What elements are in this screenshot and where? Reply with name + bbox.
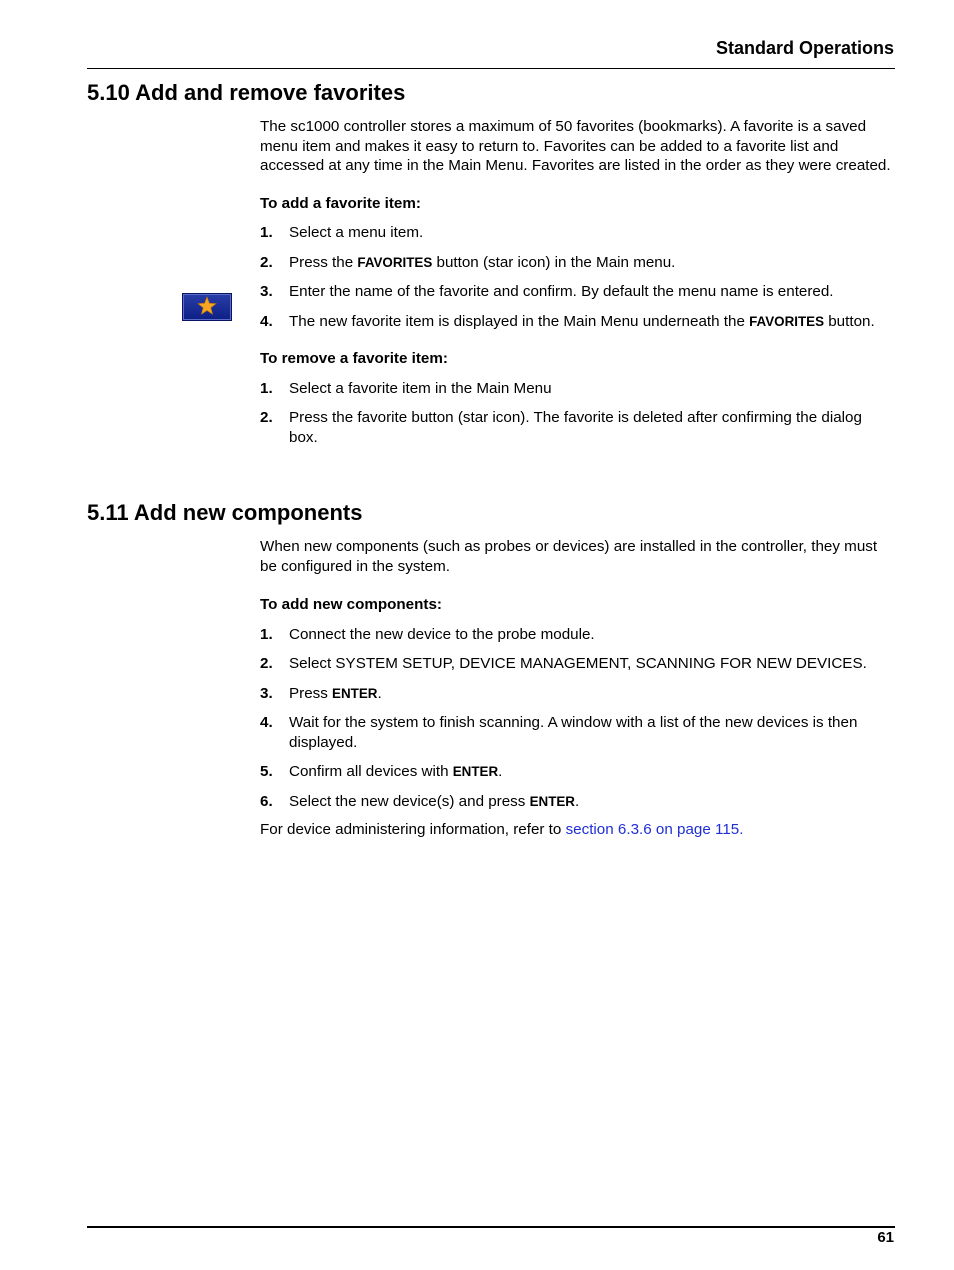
list-item: 5. Confirm all devices with ENTER.	[260, 763, 503, 780]
favorites-keyword: FAVORITES	[357, 254, 433, 270]
list-item: 4. Wait for the system to finish scanning. A window with a list of the new devices is then displayed.	[260, 714, 858, 751]
list-item: 2. Select SYSTEM SETUP, DEVICE MANAGEMENT, SCANNING FOR NEW DEVICES.	[260, 655, 867, 672]
section-5-11-body	[260, 537, 894, 840]
footer-rule	[87, 1226, 895, 1228]
enter-keyword: ENTER	[529, 793, 575, 809]
section-heading-5-10: 5.10 Add and remove favorites	[87, 80, 406, 105]
list-item: 1. Select a favorite item in the Main Menu	[260, 379, 552, 397]
page-number: 61	[877, 1229, 894, 1246]
section-heading-5-11: 5.11 Add new components	[87, 500, 363, 525]
favorites-star-icon	[182, 293, 232, 321]
add-favorite-subheading: To add a favorite item:	[260, 194, 421, 212]
list-item: 2. Press the FAVORITES button (star icon) in the Main menu.	[260, 253, 676, 271]
section-reference-link[interactable]: section 6.3.6 on page 115	[565, 821, 740, 838]
closing-paragraph: For device administering information, refer to section 6.3.6 on page 115.	[260, 821, 744, 838]
header-rule	[87, 68, 895, 69]
intro-paragraph: The sc1000 controller stores a maximum of 50 favorites (bookmarks). A favorite is a saved menu item and makes it easy to return to. Favorites can be added to a favorite list and accessed at any time in the Main Menu. Favorites are listed in the order as they were created.	[260, 118, 891, 174]
remove-favorite-subheading: To remove a favorite item:	[260, 350, 448, 367]
list-item: 1. Select a menu item.	[260, 224, 424, 241]
running-header: Standard Operations	[715, 38, 894, 58]
add-components-subheading: To add new components:	[260, 596, 442, 613]
list-item: 2. Press the favorite button (star icon). The favorite is deleted after confirming the dialog box.	[260, 409, 862, 446]
section-5-10-body	[260, 117, 894, 447]
intro-paragraph: When new components (such as probes or devices) are installed in the controller, they must be configured in the system.	[260, 538, 878, 575]
list-item: 3. Press ENTER.	[260, 684, 382, 702]
favorites-keyword: FAVORITES	[749, 313, 825, 329]
list-item: 6. Select the new device(s) and press ENTER.	[260, 792, 580, 810]
list-item: 3. Enter the name of the favorite and confirm. By default the menu name is entered.	[260, 283, 834, 300]
list-item: 1. Connect the new device to the probe module.	[260, 625, 595, 643]
enter-keyword: ENTER	[452, 764, 499, 779]
list-item: 4. The new favorite item is displayed in the Main Menu underneath the FAVORITES button.	[260, 312, 875, 330]
enter-keyword: ENTER	[332, 685, 378, 701]
